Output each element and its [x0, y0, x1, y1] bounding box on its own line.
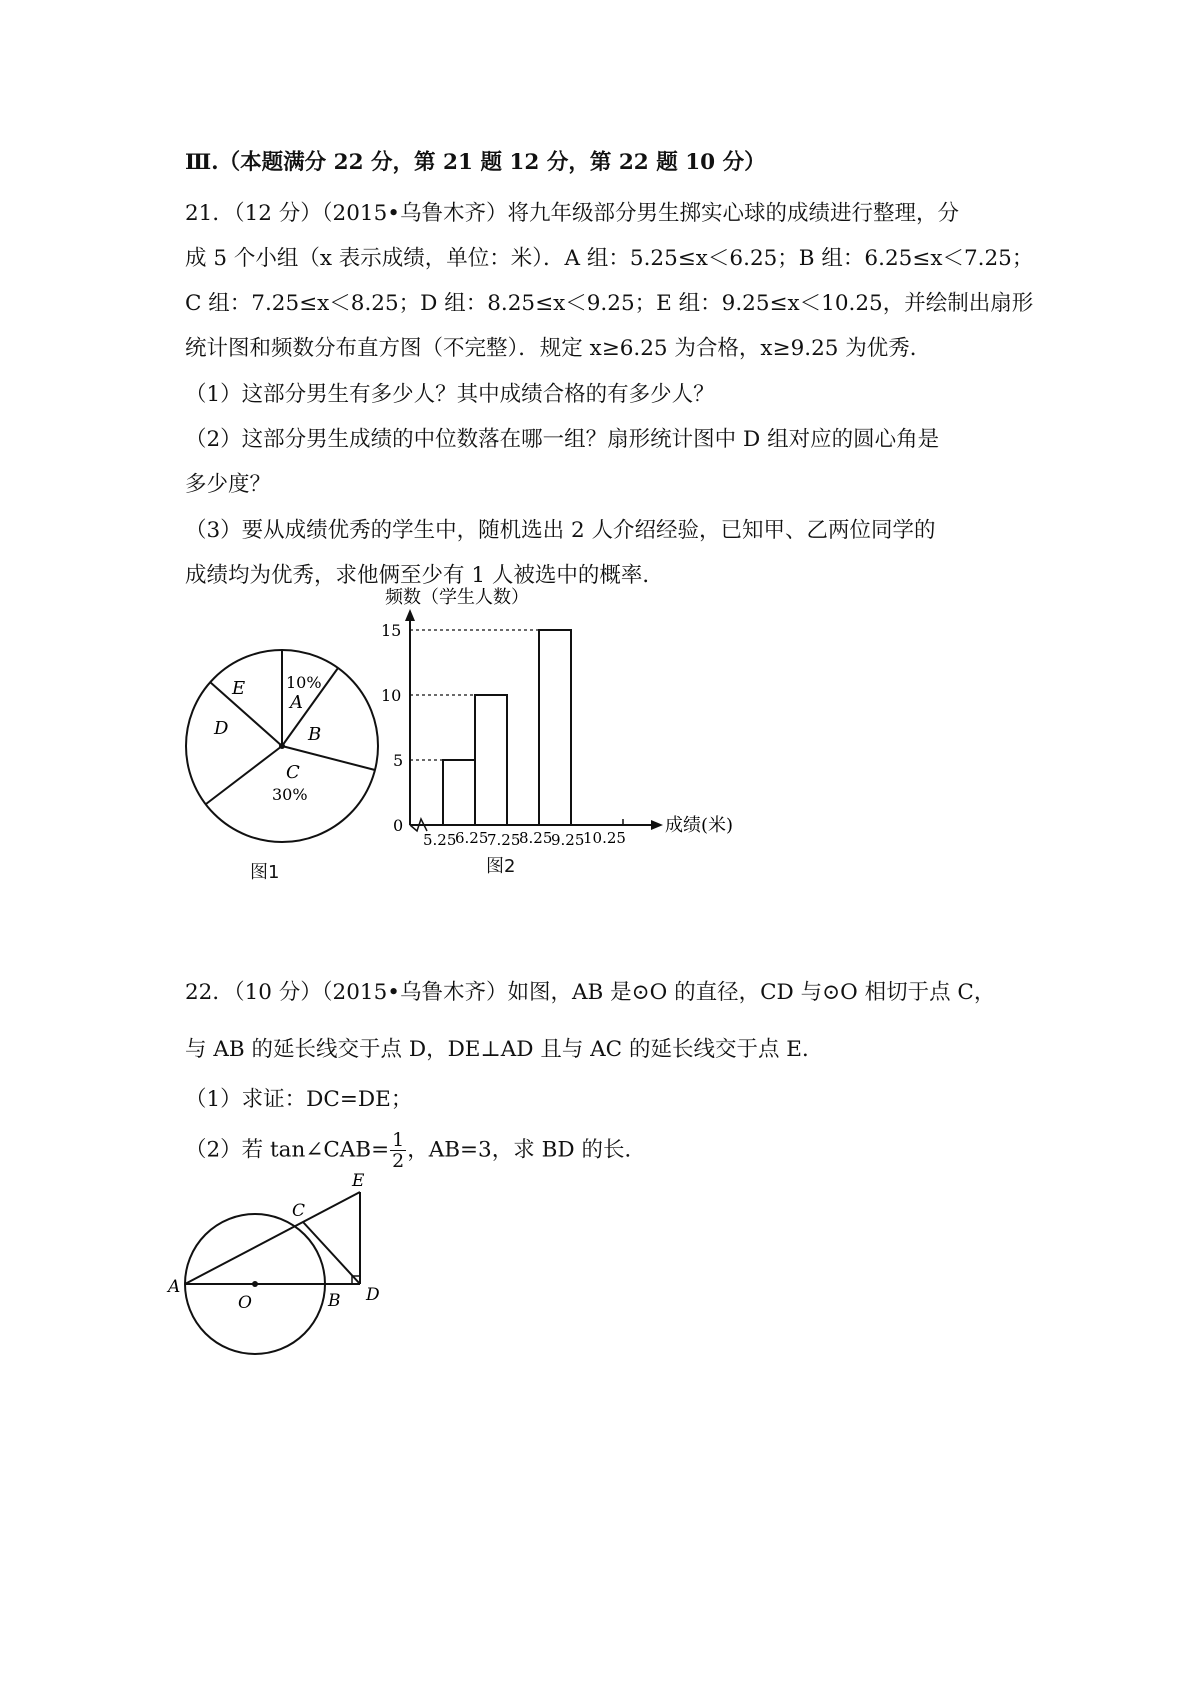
q21-part-3: （3）要从成绩优秀的学生中，随机选出 2 人介绍经验，已知甲、乙两位同学的	[185, 518, 936, 543]
q21-part-3-cont: 成绩均为优秀，求他俩至少有 1 人被选中的概率．	[185, 563, 664, 588]
q21-line: 21．（12 分）（2015•乌鲁木齐）将九年级部分男生掷实心球的成绩进行整理，分	[185, 201, 959, 226]
pie-pct-a: 10%	[286, 673, 322, 692]
pie-label-c: C	[286, 762, 300, 783]
pie-label-d: D	[214, 718, 229, 739]
q21-line: C 组：7.25≤x＜8.25；D 组：8.25≤x＜9.25；E 组：9.25≤x＜10.25，并绘制出扇形	[185, 291, 1034, 316]
q22-part-2-post: ，AB=3，求 BD 的长．	[407, 1137, 646, 1163]
q21-part-2: （2）这部分男生成绩的中位数落在哪一组？扇形统计图中 D 组对应的圆心角是	[185, 427, 940, 452]
q21-part-2-cont: 多少度？	[185, 472, 272, 497]
q22-part-2	[185, 1130, 646, 1171]
pie-divider	[206, 746, 282, 804]
x-tick-label: 6.25	[455, 829, 489, 847]
geometry-figure	[160, 1170, 400, 1360]
histogram-bar	[539, 630, 571, 825]
x-tick-label: 5.25	[423, 831, 457, 849]
histogram-bar	[443, 760, 475, 825]
label-c: C	[292, 1201, 306, 1221]
y-tick-label: 0	[393, 816, 404, 835]
y-tick-label: 5	[393, 751, 404, 770]
pie-label-a: A	[290, 692, 303, 713]
label-e: E	[352, 1171, 365, 1191]
point-o	[252, 1281, 258, 1287]
q21-part-1: （1）这部分男生有多少人？其中成绩合格的有多少人？	[185, 382, 715, 407]
histogram-bar	[475, 695, 507, 825]
line-ae	[185, 1192, 360, 1284]
pie-center	[279, 743, 285, 749]
q22-line: 与 AB 的延长线交于点 D，DE⊥AD 且与 AC 的延长线交于点 E．	[185, 1037, 824, 1062]
y-tick-label: 15	[381, 621, 402, 640]
y-axis-label: 频数（学生人数）	[385, 587, 529, 608]
q22-part-2-pre: （2）若 tan∠CAB=	[185, 1137, 390, 1163]
q22-line: 22．（10 分）（2015•乌鲁木齐）如图，AB 是⊙O 的直径，CD 与⊙O 相切于点 C，	[185, 980, 996, 1005]
section-header: Ⅲ.（本题满分 22 分，第 21 题 12 分，第 22 题 10 分）	[185, 150, 766, 175]
x-tick-label: 9.25	[551, 831, 585, 849]
fraction-one-half	[390, 1130, 406, 1171]
x-tick-label: 10.25	[583, 829, 626, 847]
fraction-denominator: 2	[392, 1150, 405, 1172]
label-b: B	[328, 1291, 341, 1311]
x-axis-label: 成绩(米)	[665, 815, 734, 836]
pie-label-b: B	[308, 724, 322, 745]
x-tick-label: 7.25	[487, 831, 521, 849]
pie-label-e: E	[232, 678, 246, 699]
label-a: A	[168, 1277, 181, 1297]
pie-pct-c: 30%	[272, 785, 308, 804]
q21-line: 统计图和频数分布直方图（不完整）．规定 x≥6.25 为合格，x≥9.25 为优秀．	[185, 336, 932, 361]
figure-2-caption: 图2	[486, 856, 516, 877]
fraction-numerator: 1	[392, 1129, 405, 1151]
histogram	[365, 585, 745, 875]
label-o: O	[238, 1293, 252, 1313]
figure-1-caption: 图1	[250, 862, 280, 883]
x-tick-label: 8.25	[519, 829, 553, 847]
label-d: D	[366, 1285, 380, 1305]
y-tick-label: 10	[381, 686, 402, 705]
line-cd	[303, 1222, 360, 1284]
x-axis-arrow	[651, 820, 663, 830]
q22-part-1: （1）求证：DC=DE；	[185, 1087, 413, 1112]
q21-line: 成 5 个小组（x 表示成绩，单位：米）．A 组：5.25≤x＜6.25；B 组：6.25≤x＜7.25；	[185, 246, 1034, 271]
pie-chart	[170, 648, 380, 863]
y-axis-arrow	[405, 609, 415, 621]
